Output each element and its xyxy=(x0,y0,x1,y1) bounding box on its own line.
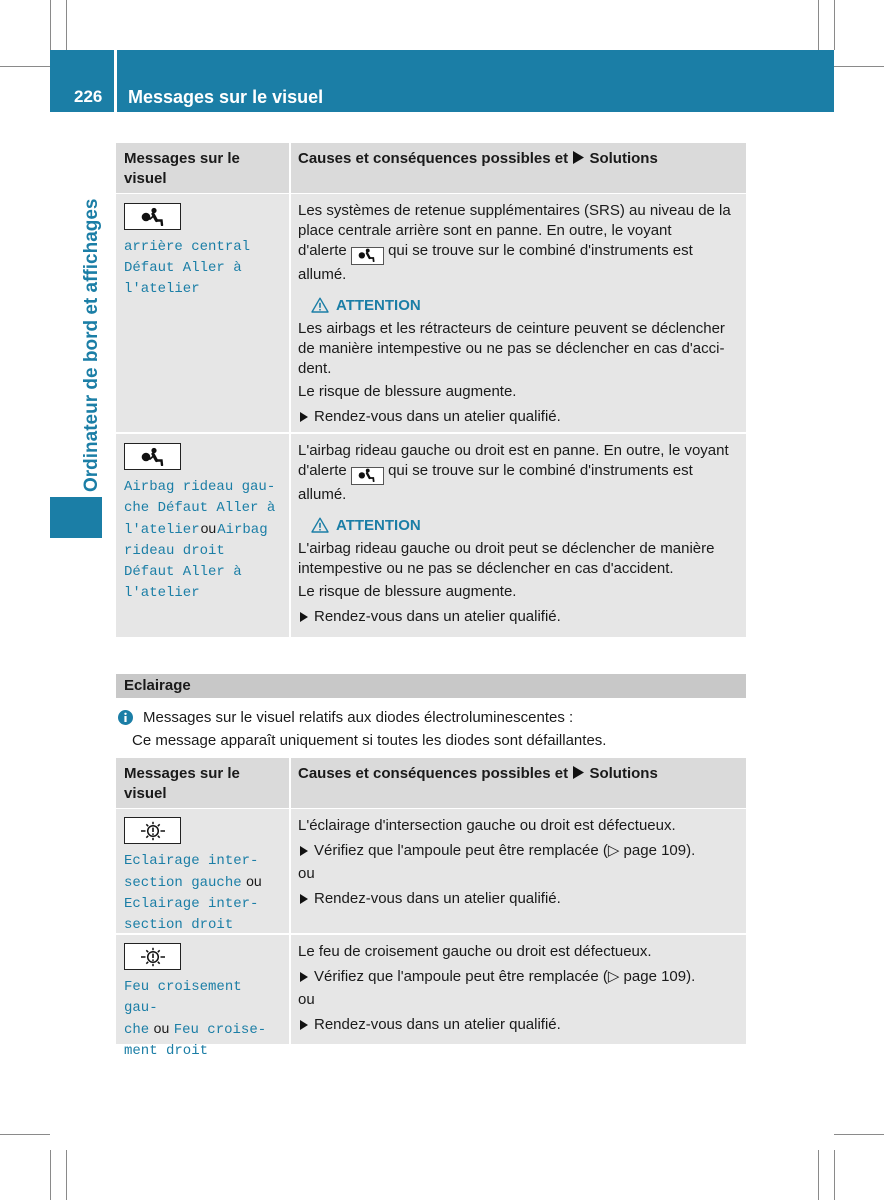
info-icon xyxy=(118,710,133,725)
section-title: Eclairage xyxy=(116,674,746,698)
crop-mark xyxy=(834,1134,884,1135)
crop-mark xyxy=(818,0,819,50)
display-message-cell xyxy=(116,194,289,432)
table-header-row xyxy=(116,758,746,808)
page-title: Messages sur le visuel xyxy=(128,87,324,107)
info-subnote: Ce message apparaît uniquement si toutes les diodes sont défaillantes. xyxy=(132,732,607,749)
table-row xyxy=(116,809,746,933)
crop-mark xyxy=(50,0,51,50)
column-header-causes-text: Causes et conséquences possibles et xyxy=(298,150,569,167)
airbag-warning-icon xyxy=(351,467,384,485)
column-header-causes xyxy=(298,149,746,169)
crop-mark xyxy=(834,0,835,50)
display-message-text: Airbag rideau gau- che Défaut Aller à l'atelier xyxy=(124,479,276,538)
column-header-causes xyxy=(298,764,746,784)
bullet-arrow-icon xyxy=(300,846,308,856)
or-conjunction: ou xyxy=(246,873,262,889)
warning-triangle-icon xyxy=(311,517,329,533)
chapter-tab-marker xyxy=(50,497,102,538)
display-message-text: Eclairage inter- section gauche xyxy=(124,853,259,891)
action-text: Rendez-vous dans un atelier qualifié. xyxy=(314,1016,561,1033)
or-conjunction: ou xyxy=(153,1020,170,1036)
action-text: Rendez-vous dans un atelier qualifié. xyxy=(314,890,561,907)
display-message xyxy=(124,850,281,935)
risk-text: Le risque de blessure augmente. xyxy=(298,383,517,400)
display-message-cell xyxy=(116,809,289,933)
causes-solutions-cell xyxy=(291,935,746,1044)
warning-label: ATTENTION xyxy=(336,296,421,314)
action-step xyxy=(298,607,746,627)
crop-mark xyxy=(50,1150,51,1200)
crop-mark xyxy=(66,1150,67,1200)
table-row xyxy=(116,194,746,432)
bullet-arrow-icon xyxy=(300,1020,308,1030)
table-header-cell xyxy=(116,758,289,808)
display-message-text: Airbag rideau droit Défaut Aller à l'atelier xyxy=(124,522,268,601)
column-header-messages: Messages sur le visuel xyxy=(124,765,240,802)
or-text: ou xyxy=(298,865,315,882)
page-number-block xyxy=(50,50,114,112)
column-header-messages: Messages sur le visuel xyxy=(124,150,240,187)
warning-label: ATTENTION xyxy=(336,516,421,534)
page-header xyxy=(117,50,834,112)
display-message-cell xyxy=(116,434,289,637)
crop-mark xyxy=(834,66,884,67)
display-messages-table-1 xyxy=(116,143,746,637)
action-text: Rendez-vous dans un atelier qualifié. xyxy=(314,408,561,425)
lamp-warning-icon xyxy=(124,943,181,970)
display-message xyxy=(124,236,281,299)
display-message-text: Eclairage inter- section droit xyxy=(124,896,259,933)
causes-solutions-cell xyxy=(291,809,746,933)
airbag-warning-icon xyxy=(124,443,181,470)
airbag-warning-icon xyxy=(351,247,384,265)
display-message-text: Feu croisement gau- che xyxy=(124,979,242,1038)
or-text: ou xyxy=(298,991,315,1008)
display-messages-table-2 xyxy=(116,758,746,1059)
risk-text: Le risque de blessure augmente. xyxy=(298,583,517,600)
warning-text: Les airbags et les rétracteurs de ceinture peuvent se déclencher de manière intempestive ou ne pas se déclencher en cas d'acci- dent. xyxy=(298,320,725,377)
bullet-arrow-icon xyxy=(300,894,308,904)
display-message xyxy=(124,976,281,1061)
display-message-text: Feu croise- ment droit xyxy=(124,1022,267,1059)
action-text: Vérifiez que l'ampoule peut être remplacée (▷ page 109). xyxy=(314,842,696,859)
table-header-row xyxy=(116,143,746,193)
info-text: Messages sur le visuel relatifs aux diodes électroluminescentes : xyxy=(143,708,574,726)
warning-triangle-icon xyxy=(311,297,329,313)
warning-heading xyxy=(311,295,746,315)
display-message-cell xyxy=(116,935,289,1059)
crop-mark xyxy=(818,1150,819,1200)
display-message xyxy=(124,476,281,603)
cause-text xyxy=(298,441,746,505)
bullet-arrow-icon xyxy=(300,612,308,622)
arrow-right-icon xyxy=(573,151,584,164)
table-header-cell xyxy=(291,758,746,808)
airbag-warning-icon xyxy=(124,203,181,230)
table-row xyxy=(116,434,746,637)
action-step xyxy=(298,889,746,909)
action-text: Rendez-vous dans un atelier qualifié. xyxy=(314,608,561,625)
lamp-warning-icon xyxy=(124,817,181,844)
column-header-causes-text: Causes et conséquences possibles et xyxy=(298,765,569,782)
column-header-solutions-text: Solutions xyxy=(589,150,658,167)
bullet-arrow-icon xyxy=(300,972,308,982)
causes-solutions-cell xyxy=(291,194,746,432)
page-number: 226 xyxy=(74,87,103,106)
action-step xyxy=(298,841,746,861)
crop-mark xyxy=(834,1150,835,1200)
cause-text-part: qui se trouve sur le combiné d'instruments est allumé. xyxy=(298,242,693,283)
info-note xyxy=(118,707,573,727)
chapter-side-tab: Ordinateur de bord et affichages xyxy=(81,198,102,492)
crop-mark xyxy=(0,1134,50,1135)
crop-mark xyxy=(0,66,50,67)
cause-text xyxy=(298,201,746,285)
warning-heading xyxy=(311,515,746,535)
warning-text: L'airbag rideau gauche ou droit peut se déclencher de manière intempestive ou ne pas se déclencher en cas d'accident. xyxy=(298,540,715,577)
bullet-arrow-icon xyxy=(300,412,308,422)
cause-text-part: qui se trouve sur le combiné d'instruments est allumé. xyxy=(298,462,693,503)
cause-text: L'éclairage d'intersection gauche ou droit est défectueux. xyxy=(298,817,676,834)
crop-mark xyxy=(66,0,67,50)
cause-text: Le feu de croisement gauche ou droit est défectueux. xyxy=(298,943,652,960)
action-step xyxy=(298,407,746,427)
arrow-right-icon xyxy=(573,766,584,779)
action-step xyxy=(298,1015,746,1035)
display-message-text: arrière central Défaut Aller à l'atelier xyxy=(124,239,251,297)
table-row xyxy=(116,935,746,1059)
column-header-solutions-text: Solutions xyxy=(589,765,658,782)
causes-solutions-cell xyxy=(291,434,746,637)
table-header-cell xyxy=(116,143,289,193)
cause-text-part: Les systèmes de retenue supplémentaires (SRS) au niveau de la place centrale arrière sont en panne. En outre, le voyant d'alerte xyxy=(298,202,731,259)
table-header-cell xyxy=(291,143,746,193)
or-conjunction: ou xyxy=(200,520,217,536)
action-text: Vérifiez que l'ampoule peut être remplacée (▷ page 109). xyxy=(314,968,696,985)
cause-text-part: L'airbag rideau gauche ou droit est en panne. En outre, le voyant d'alerte xyxy=(298,442,729,479)
action-step xyxy=(298,967,746,987)
